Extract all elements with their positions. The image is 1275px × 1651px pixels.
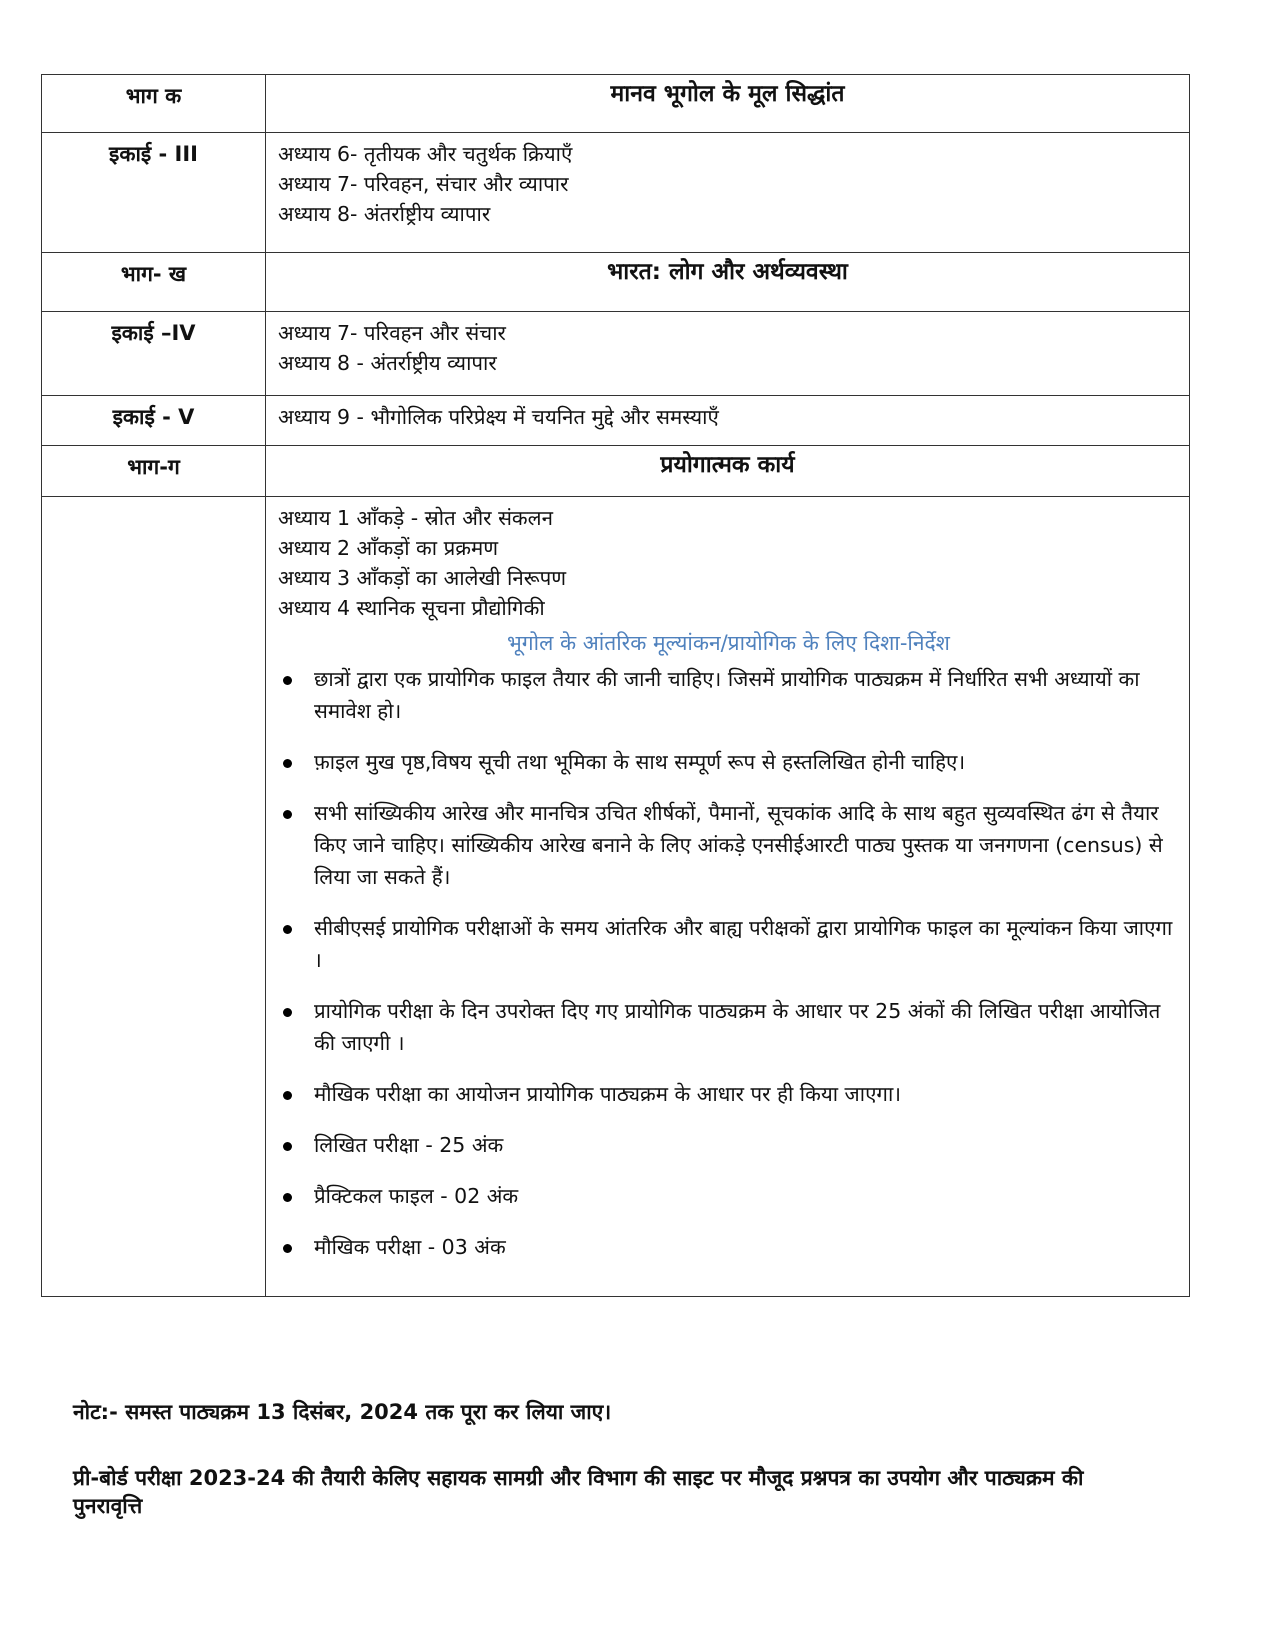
table-row: [42, 133, 1190, 253]
list-item-text: फ़ाइल मुख पृष्ठ,विषय सूची तथा भूमिका के साथ सम्पूर्ण रूप से हस्तलिखित होनी चाहिए।: [314, 750, 966, 774]
list-item: [278, 663, 1173, 727]
chapter-item: अध्याय 1 आँकड़े - स्रोत और संकलन: [278, 506, 553, 530]
completion-note: नोट:- समस्त पाठ्यक्रम 13 दिसंबर, 2024 तक पूरा कर लिया जाए।: [73, 1400, 612, 1424]
unit-label: इकाई - III: [42, 133, 266, 253]
bullet-icon: [283, 925, 292, 934]
list-item-text: सभी सांख्यिकीय आरेख और मानचित्र उचित शीर्षकों, पैमानों, सूचकांक आदि के साथ बहुत सुव्यवस्थित ढंग से तैयार किए जाने चाहिए। सांख्यिकीय आरेख बनाने के लिए आंकड़े एनसीईआरटी पाठ्य पुस्तक या जनगणना (census) से लिया जा सकते हैं।: [314, 801, 1163, 889]
practical-content: [266, 497, 1190, 1297]
table-row: [42, 253, 1190, 312]
list-item: [278, 995, 1173, 1059]
table-row: [42, 396, 1190, 446]
list-item-text: प्रायोगिक परीक्षा के दिन उपरोक्त दिए गए प्रायोगिक पाठ्यक्रम के आधार पर 25 अंकों की लिखित परीक्षा आयोजित की जाएगी ।: [314, 999, 1161, 1055]
list-item: [278, 912, 1173, 976]
section-heading: भारत: लोग और अर्थव्यवस्था: [266, 253, 1190, 312]
list-item: [278, 797, 1173, 893]
list-item-text: मौखिक परीक्षा - 03 अंक: [314, 1235, 506, 1259]
list-item-text: प्रैक्टिकल फाइल - 02 अंक: [314, 1184, 519, 1208]
guidelines-list: [278, 663, 1179, 1263]
chapter-item: अध्याय 8- अंतर्राष्ट्रीय व्यापार: [278, 202, 491, 226]
bullet-icon: [283, 810, 292, 819]
chapter-item: अध्याय 9 - भौगोलिक परिप्रेक्ष्य में चयनित मुद्दे और समस्याएँ: [278, 405, 719, 429]
list-item-text: मौखिक परीक्षा का आयोजन प्रायोगिक पाठ्यक्रम के आधार पर ही किया जाएगा।: [314, 1082, 902, 1106]
chapter-item: अध्याय 6- तृतीयक और चतुर्थक क्रियाएँ: [278, 142, 573, 166]
section-heading: प्रयोगात्मक कार्य: [266, 446, 1190, 497]
list-item-text: लिखित परीक्षा - 25 अंक: [314, 1133, 504, 1157]
chapter-item: अध्याय 4 स्थानिक सूचना प्रौद्योगिकी: [278, 596, 545, 620]
section-label: भाग- ख: [42, 253, 266, 312]
chapter-item: अध्याय 2 आँकड़ों का प्रक्रमण: [278, 536, 499, 560]
empty-cell: [42, 497, 266, 1297]
chapter-list: [266, 133, 1190, 253]
bullet-icon: [283, 676, 292, 685]
list-item-text: छात्रों द्वारा एक प्रायोगिक फाइल तैयार की जानी चाहिए। जिसमें प्रायोगिक पाठ्यक्रम में निर्धारित सभी अध्यायों का समावेश हो।: [314, 667, 1140, 723]
syllabus-table: [41, 74, 1190, 1297]
chapter-list: [266, 396, 1190, 446]
table-row: [42, 446, 1190, 497]
section-label: भाग क: [42, 75, 266, 133]
unit-label: इकाई –IV: [42, 312, 266, 396]
preboard-note: प्री-बोर्ड परीक्षा 2023-24 की तैयारी केलिए सहायक सामग्री और विभाग की साइट पर मौजूद प्रश्नपत्र का उपयोग और पाठ्यक्रम की पुनरावृत्ति: [73, 1466, 1084, 1518]
chapter-item: अध्याय 7- परिवहन और संचार: [278, 321, 506, 345]
bullet-icon: [283, 1008, 292, 1017]
bullet-icon: [283, 1091, 292, 1100]
chapter-item: अध्याय 7- परिवहन, संचार और व्यापार: [278, 172, 569, 196]
list-item: [278, 1180, 1173, 1212]
bullet-icon: [283, 1193, 292, 1202]
unit-label: इकाई - V: [42, 396, 266, 446]
chapter-item: अध्याय 8 - अंतर्राष्ट्रीय व्यापार: [278, 351, 497, 375]
table-row: [42, 312, 1190, 396]
bullet-icon: [283, 1244, 292, 1253]
bullet-icon: [283, 759, 292, 768]
table-row: [42, 75, 1190, 133]
section-heading: मानव भूगोल के मूल सिद्धांत: [266, 75, 1190, 133]
table-row: [42, 497, 1190, 1297]
guidelines-title: भूगोल के आंतरिक मूल्यांकन/प्रायोगिक के लिए दिशा-निर्देश: [507, 631, 950, 655]
list-item: [278, 1129, 1173, 1161]
chapter-item: अध्याय 3 आँकड़ों का आलेखी निरूपण: [278, 566, 567, 590]
chapter-list: [266, 312, 1190, 396]
list-item: [278, 1078, 1173, 1110]
list-item: [278, 746, 1173, 778]
bullet-icon: [283, 1142, 292, 1151]
list-item-text: सीबीएसई प्रायोगिक परीक्षाओं के समय आंतरिक और बाह्य परीक्षकों द्वारा प्रायोगिक फाइल का मूल्यांकन किया जाएगा ।: [314, 916, 1173, 972]
list-item: [278, 1231, 1173, 1263]
section-label: भाग-ग: [42, 446, 266, 497]
